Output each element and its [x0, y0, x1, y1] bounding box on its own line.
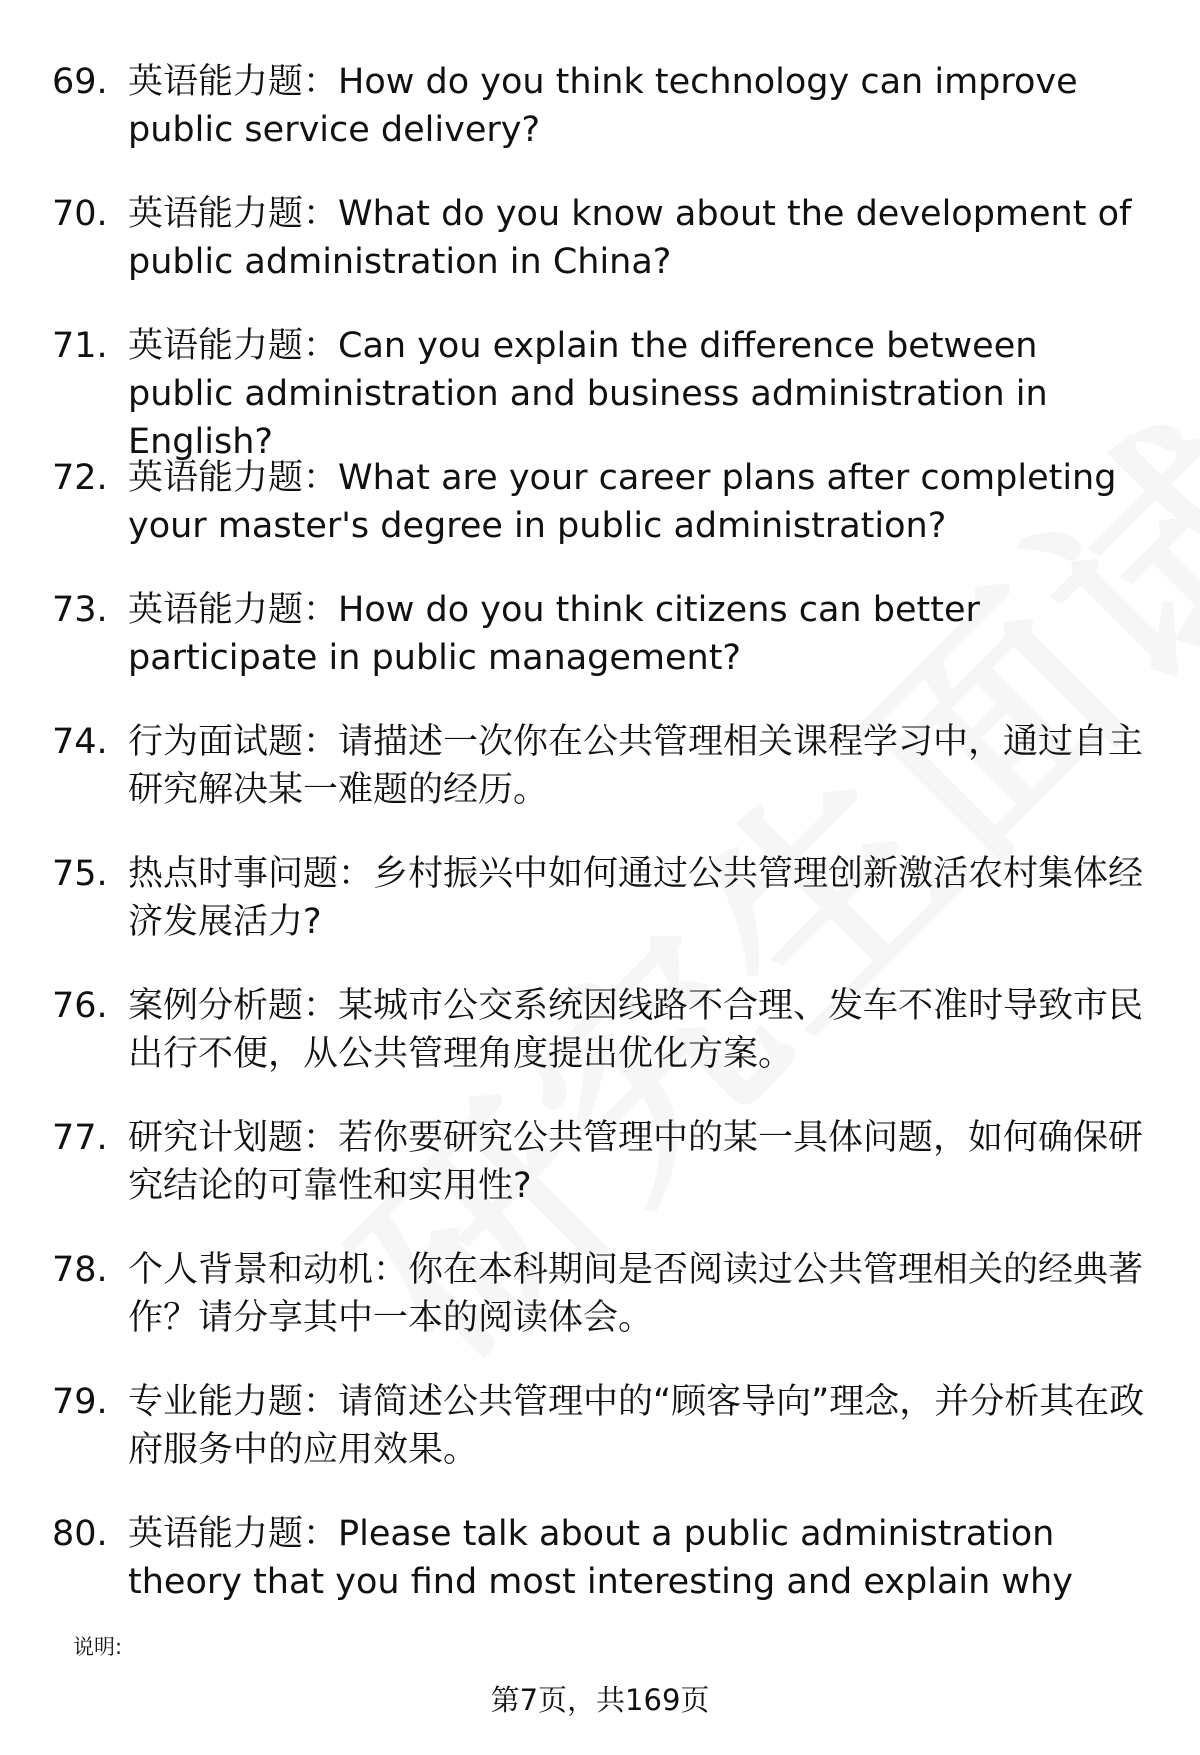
question-text: 专业能力题：请简述公共管理中的“顾客导向”理念，并分析其在政府服务中的应用效果。 [128, 1382, 1145, 1470]
question-number: 72. [52, 458, 108, 498]
question-text: 研究计划题：若你要研究公共管理中的某一具体问题，如何确保研究结论的可靠性和实用性? [128, 1118, 1144, 1206]
question-text: 英语能力题：What are your career plans after completing your master's degree in public administration? [128, 458, 1117, 546]
question-item [0, 322, 1200, 462]
question-number: 70. [52, 194, 108, 234]
question-text: 英语能力题：How do you think technology can improve public service delivery? [128, 62, 1078, 150]
question-number: 78. [52, 1250, 108, 1290]
question-number: 80. [52, 1514, 108, 1554]
question-item [0, 1246, 1200, 1378]
question-number: 77. [52, 1118, 108, 1158]
question-text: 热点时事问题：乡村振兴中如何通过公共管理创新激活农村集体经济发展活力? [128, 854, 1144, 942]
question-text: 英语能力题：How do you think citizens can better participate in public management? [128, 590, 980, 678]
question-number: 79. [52, 1382, 108, 1422]
question-item [0, 1510, 1200, 1642]
question-item [0, 718, 1200, 850]
question-number: 71. [52, 326, 108, 366]
question-item [0, 454, 1200, 586]
question-item [0, 850, 1200, 982]
question-number: 74. [52, 722, 108, 762]
question-number: 76. [52, 986, 108, 1026]
question-text: 案例分析题：某城市公交系统因线路不合理、发车不准时导致市民出行不便，从公共管理角度提出优化方案。 [128, 986, 1144, 1074]
question-number: 73. [52, 590, 108, 630]
question-text: 行为面试题：请描述一次你在公共管理相关课程学习中，通过自主研究解决某一难题的经历。 [128, 722, 1144, 810]
question-item [0, 1378, 1200, 1510]
question-item [0, 58, 1200, 190]
question-text: 个人背景和动机：你在本科期间是否阅读过公共管理相关的经典著作？请分享其中一本的阅读体会。 [128, 1250, 1144, 1338]
question-text: 英语能力题：Please talk about a public administration theory that you find most interesting and explain why [128, 1514, 1073, 1602]
question-item [0, 190, 1200, 322]
question-list [0, 58, 1200, 1642]
page-footer: 第7页，共169页 [490, 1683, 710, 1717]
question-item [0, 982, 1200, 1114]
question-item [0, 1114, 1200, 1246]
question-text: 英语能力题：Can you explain the difference between public administration and business administration in English? [128, 326, 1048, 462]
question-number: 75. [52, 854, 108, 894]
question-text: 英语能力题：What do you know about the development of public administration in China? [128, 194, 1132, 282]
note-label: 说明: [73, 1635, 123, 1659]
question-number: 69. [52, 62, 108, 102]
question-item [0, 586, 1200, 718]
